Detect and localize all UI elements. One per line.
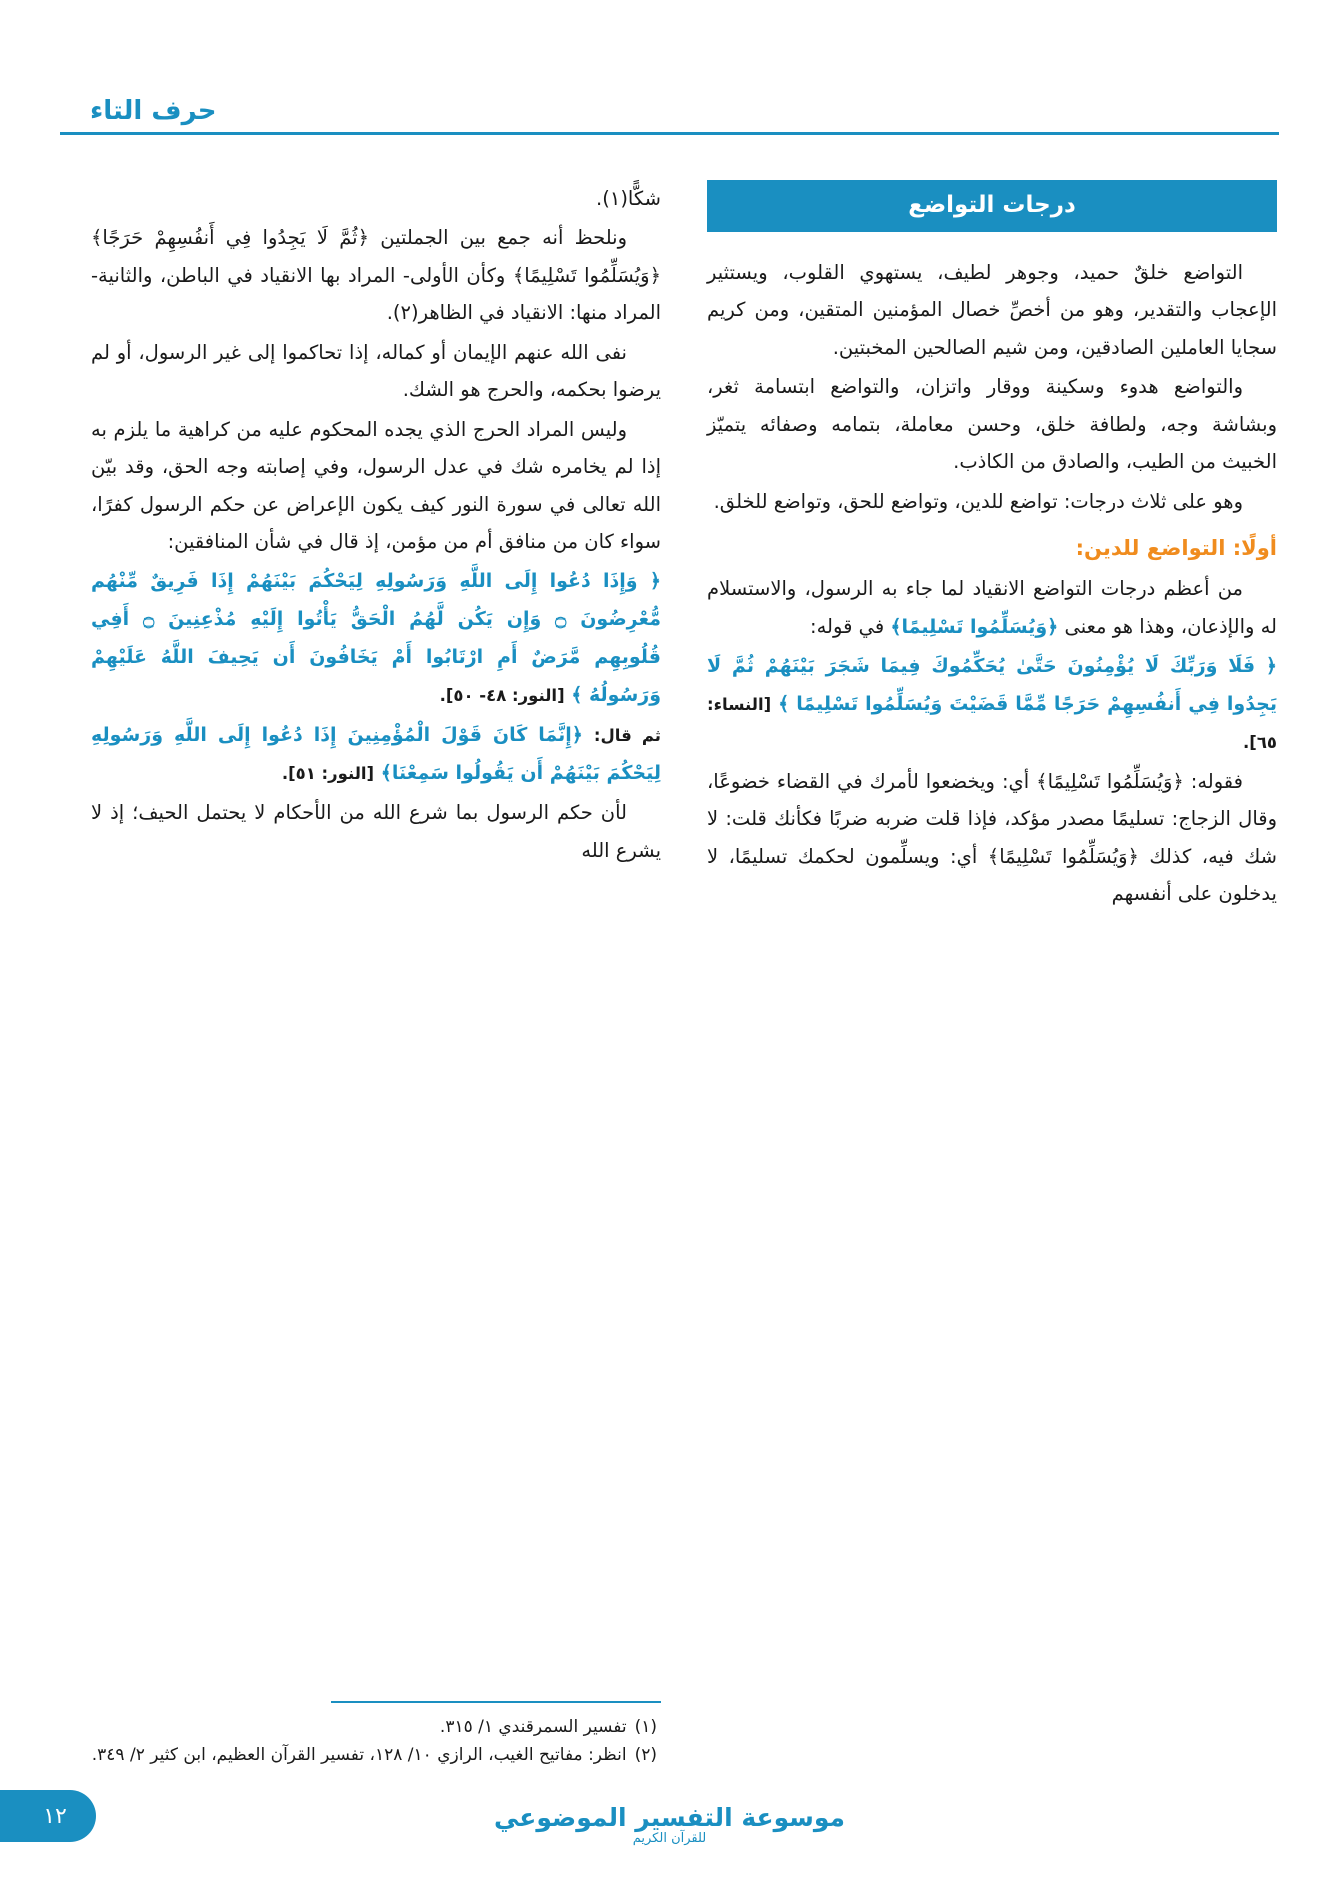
paragraph: وهو على ثلاث درجات: تواضع للدين، وتواضع للحق، وتواضع للخلق. [713, 489, 1243, 513]
quran-verse-text: ﴿إِنَّمَا كَانَ قَوْلَ الْمُؤْمِنِينَ إِذَا دُعُوا إِلَى اللَّهِ وَرَسُولِهِ لِيَحْكُمَ بَيْنَهُمْ أَن يَقُولُوا سَمِعْنَا﴾ [91, 724, 661, 785]
paragraph-with-quran [707, 570, 1277, 645]
section-banner: درجات التواضع [707, 180, 1277, 232]
paragraph: التواضع خلقٌ حميد، وجوهر لطيف، يستهوي القلوب، ويستثير الإعجاب والتقدير، وهو من أخصِّ خصال المؤمنين المتقين، ومن كريم سجايا العاملين الصادقين، ومن شيم الصالحين المخبتين. [707, 261, 1277, 359]
logo-line-1: موسوعة التفسير الموضوعي [493, 1802, 846, 1832]
verse-reference: [النور: ٤٨- ٥٠]. [439, 686, 565, 706]
quran-verse-block [91, 716, 661, 792]
logo-line-2: للقرآن الكريم [632, 1831, 707, 1847]
footnote-item [91, 1741, 661, 1770]
verse-reference: [النور: ٥١]. [281, 764, 375, 784]
right-column [707, 180, 1277, 1770]
quran-verse-text: ﴿ وَإِذَا دُعُوا إِلَى اللَّهِ وَرَسُولِهِ لِيَحْكُمَ بَيْنَهُمْ إِذَا فَرِيقٌ مِّنْهُم مُّعْرِضُونَ ۝ وَإِن يَكُن لَّهُمُ الْحَقُّ يَأْتُوا إِلَيْهِ مُذْعِنِينَ ۝ أَفِي قُلُوبِهِم مَّرَضٌ أَمِ ارْتَابُوا أَمْ يَخَافُونَ أَن يَحِيفَ اللَّهُ عَلَيْهِمْ وَرَسُولُهُ ﴾ [91, 570, 661, 707]
header-title: حرف التاء [90, 96, 217, 126]
continued-word: شكًّا(١). [596, 187, 661, 210]
quran-verse-text: ﴿ فَلَا وَرَبِّكَ لَا يُؤْمِنُونَ حَتَّىٰ يُحَكِّمُوكَ فِيمَا شَجَرَ بَيْنَهُمْ ثُمَّ لَا يَجِدُوا فِي أَنفُسِهِمْ حَرَجًا مِّمَّا قَضَيْتَ وَيُسَلِّمُوا تَسْلِيمًا ﴾ [707, 654, 1277, 715]
footnotes-divider [331, 1701, 661, 1703]
quran-verse-block [707, 647, 1277, 761]
page-header [60, 96, 1279, 156]
columns-container [62, 180, 1277, 1770]
paragraph: والتواضع هدوء وسكينة ووقار واتزان، والتواضع ابتسامة ثغر، وبشاشة وجه، ولطافة خلق، وحسن معاملة، بتمامه وصفائه يتميّز الخبيث من الطيب، والصادق من الكاذب. [707, 375, 1277, 474]
publisher-logo [494, 1804, 845, 1848]
paragraph: ونلحظ أنه جمع بين الجملتين ﴿ثُمَّ لَا يَجِدُوا فِي أَنفُسِهِمْ حَرَجًا﴾ ﴿وَيُسَلِّمُوا تَسْلِيمًا﴾ وكأن الأولى- المراد بها الانقياد في الباطن، والثانية- المراد منها: الانقياد في الظاهر(٢). [91, 226, 661, 325]
footnote-text: تفسير السمرقندي ١/ ٣١٥. [439, 1716, 627, 1737]
quran-verse-block [91, 562, 661, 714]
paragraph-text: في قوله: [810, 614, 891, 638]
paragraph-text: من أعظم درجات التواضع الانقياد لما جاء به الرسول، والاستسلام له والإذعان، وهذا هو معنى [707, 577, 1277, 638]
footnote-number: (٢) [634, 1745, 657, 1766]
paragraph: لأن حكم الرسول بما شرع الله من الأحكام لا يحتمل الحيف؛ إذ لا يشرع الله [91, 801, 661, 862]
footnote-text: انظر: مفاتيح الغيب، الرازي ١٠/ ١٢٨، تفسير القرآن العظيم، ابن كثير ٢/ ٣٤٩. [91, 1745, 627, 1766]
footnotes-block [91, 1701, 661, 1770]
paragraph: وليس المراد الحرج الذي يجده المحكوم عليه من كراهية ما يلزم به إذا لم يخامره شك في عدل الرسول، وفي إصابته وجه الحق، وقد بيّن الله تعالى في سورة النور كيف يكون الإعراض عن حكم الرسول كفرًا، سواء كان من منافق أم من مؤمن، إذ قال في شأن المنافقين: [91, 417, 661, 553]
quran-inline: ﴿وَيُسَلِّمُوا تَسْلِيمًا﴾ [890, 615, 1059, 638]
footnote-number: (١) [634, 1716, 657, 1737]
paragraph-text: ثم قال: [593, 726, 661, 746]
paragraph: نفى الله عنهم الإيمان أو كماله، إذا تحاكموا إلى غير الرسول، أو لم يرضوا بحكمه، والحرج هو الشك. [91, 340, 661, 402]
verse-reference: [النساء: ٦٥]. [707, 694, 1277, 752]
header-divider [60, 132, 1279, 135]
footnote-item [91, 1713, 661, 1742]
page-footer [43, 1776, 1277, 1848]
page-number-badge: ١٢ [0, 1790, 96, 1842]
subheading: أولًا: التواضع للدين: [1075, 536, 1277, 561]
left-column [91, 180, 661, 1770]
paragraph: فقوله: ﴿وَيُسَلِّمُوا تَسْلِيمًا﴾ أي: ويخضعوا لأمرك في القضاء خضوعًا، وقال الزجاج: تسليمًا مصدر مؤكد، فإذا قلت ضربه ضربًا فكأنك قلت: لا شك فيه، كذلك ﴿وَيُسَلِّمُوا تَسْلِيمًا﴾ أي: ويسلِّمون لحكمك تسليمًا، لا يدخلون على أنفسهم [707, 769, 1277, 906]
